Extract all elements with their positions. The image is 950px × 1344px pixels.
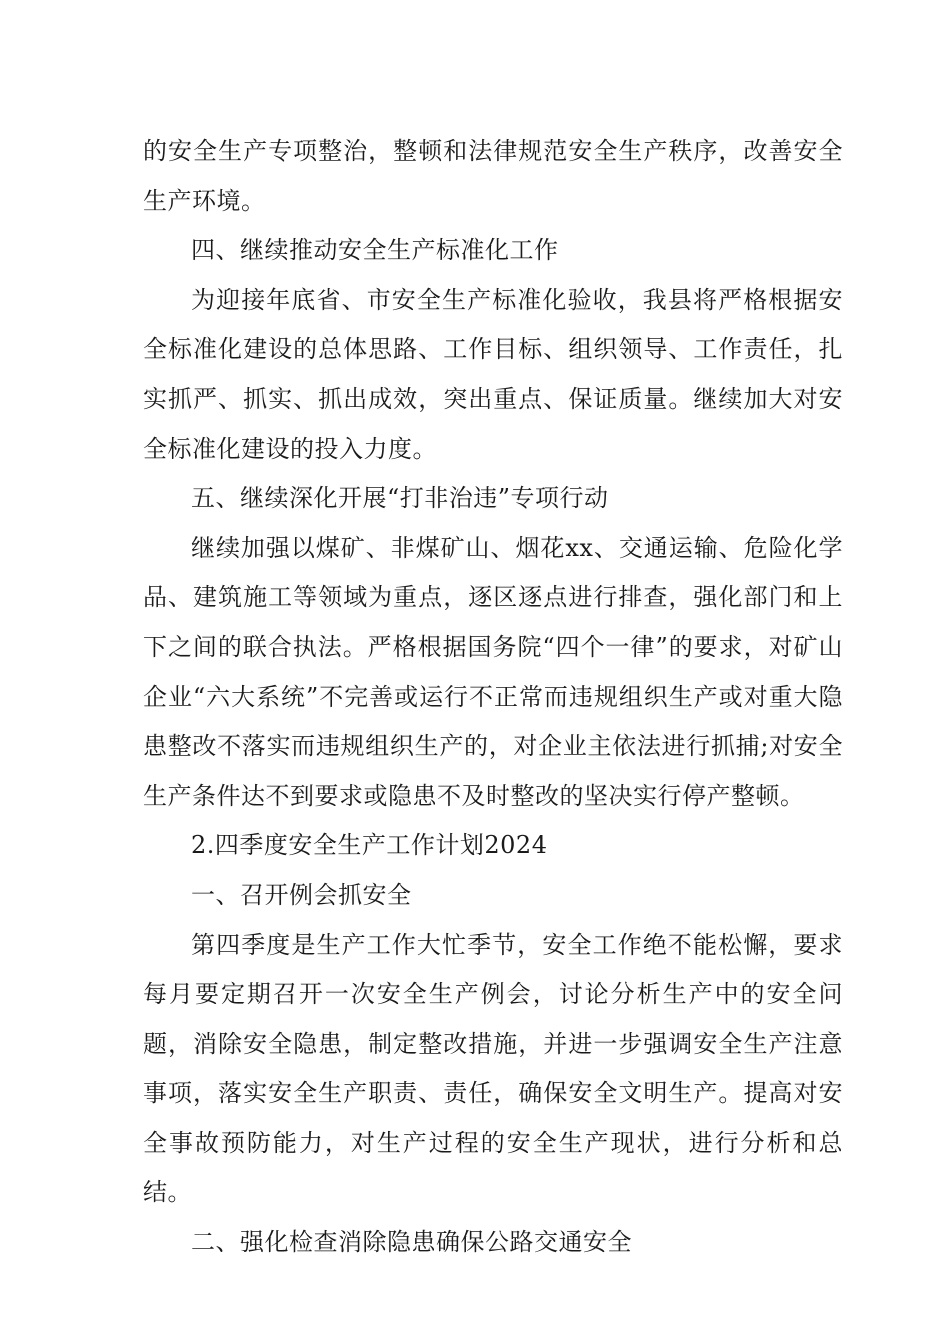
document-title-2: 2.四季度安全生产工作计划2024 xyxy=(191,831,548,860)
paragraph-meetings: 第四季度是生产工作大忙季节，安全工作绝不能松懈，要求每月要定期召开一次安全生产例会，讨论分析生产中的安全问题，消除安全隐患，制定整改措施，并进一步强调安全生产注意事项，落实安全生产职责、责任，确保安全文明生产。提高对安全事故预防能力，对生产过程的安全生产现状，进行分析和总结。 xyxy=(143,930,843,1207)
document-body xyxy=(143,127,843,1268)
section-heading-2: 二、强化检查消除隐患确保公路交通安全 xyxy=(191,1228,632,1257)
paragraph-standardization: 为迎接年底省、市安全生产标准化验收，我县将严格根据安全标准化建设的总体思路、工作目标、组织领导、工作责任，扎实抓严、抓实、抓出成效，突出重点、保证质量。继续加大对安全标准化建设的投入力度。 xyxy=(143,285,843,463)
paragraph-continuation: 的安全生产专项整治，整顿和法律规范安全生产秩序，改善安全生产环境。 xyxy=(143,137,843,215)
section-heading-1: 一、召开例会抓安全 xyxy=(191,880,412,909)
paragraph-crackdown: 继续加强以煤矿、非煤矿山、烟花xx、交通运输、危险化学品、建筑施工等领域为重点，逐区逐点进行排查，强化部门和上下之间的联合执法。严格根据国务院“四个一律”的要求，对矿山企业“六大系统”不完善或运行不正常而违规组织生产或对重大隐患整改不落实而违规组织生产的，对企业主依法进行抓捕;对安全生产条件达不到要求或隐患不及时整改的坚决实行停产整顿。 xyxy=(143,533,843,810)
section-heading-5: 五、继续深化开展“打非治违”专项行动 xyxy=(191,484,609,513)
section-heading-4: 四、继续推动安全生产标准化工作 xyxy=(191,236,559,265)
